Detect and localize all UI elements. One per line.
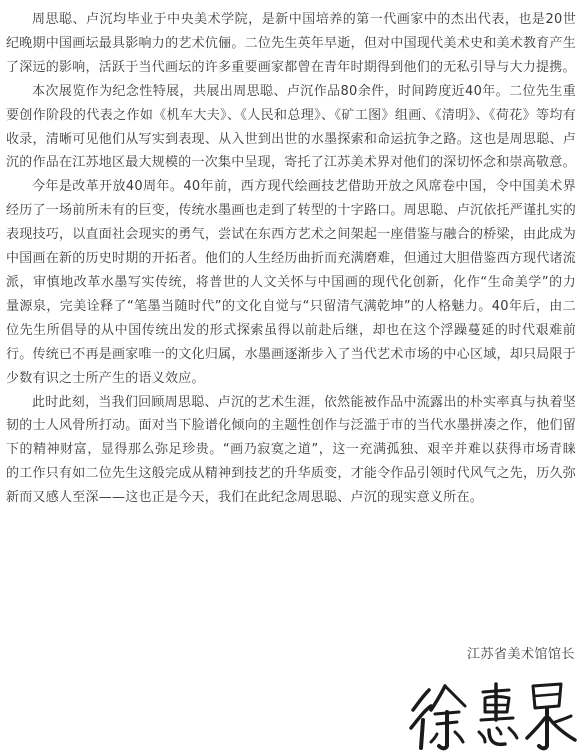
article-body — [6, 8, 576, 510]
signer-title: 江苏省美术馆馆长 — [466, 647, 575, 662]
signature-drawing — [405, 676, 583, 754]
paragraph-2: 本次展览作为纪念性特展，共展出周思聪、卢沉作品80余件，时间跨度近40年。二位先生重要创作阶段的代表之作如《机车大夫》、《人民和总理》、《矿工图》组画、《清明》、《荷花》等均有收录，清晰可见他们从写实到表现、从入世到出世的水墨探索和命运抗争之路。这也是周思聪、卢沉的作品在江苏地区最大规模的一次集中呈现，寄托了江苏美术界对他们的深切怀念和崇高敬意。 — [6, 83, 576, 171]
paragraph-1: 周思聪、卢沉均毕业于中央美术学院，是新中国培养的第一代画家中的杰出代表，也是20世纪晚期中国画坛最具影响力的艺术伉俪。二位先生英年早逝，但对中国现代美术史和美术教育产生了深远的影响，活跃于当代画坛的许多重要画家都曾在青年时期得到他们的无私引导与大力提携。 — [6, 12, 576, 75]
paragraph-4: 此时此刻，当我们回顾周思聪、卢沉的艺术生涯，依然能被作品中流露出的朴实率真与执着坚韧的士人风骨所打动。面对当下脸谱化倾向的主题性创作与泛滥于市的当代水墨拼凑之作，他们留下的精神财富，显得那么弥足珍贵。“画乃寂寞之道”，这一充满孤独、艰辛并难以获得市场青睐的工作只有如二位先生这般完成从精神到技艺的升华质变，才能令作品引领时代风气之先，历久弥新而又感人至深——这也正是今天，我们在此纪念周思聪、卢沉的现实意义所在。 — [6, 394, 576, 506]
paragraph-3: 今年是改革开放40周年。40年前，西方现代绘画技艺借助开放之风席卷中国，令中国美术界经历了一场前所未有的巨变，传统水墨画也走到了转型的十字路口。周思聪、卢沉依托严谨扎实的表现技巧，以直面社会现实的勇气，尝试在东西方艺术之间架起一座借鉴与融合的桥梁，由此成为中国画在新的历史时期的开拓者。他们的人生经历曲折而充满磨难，但通过大胆借鉴西方现代诸流派，审慎地改革水墨写实传统，将普世的人文关怀与中国画的现代化创新，化作“生命美学”的力量源泉，完美诠释了“笔墨当随时代”的文化自觉与“只留清气满乾坤”的人格魅力。40年后，由二位先生所倡导的从中国传统出发的形式探索虽得以前赴后继，却也在这个浮躁蔓延的时代艰难前行。传统已不再是画家唯一的文化归属，水墨画逐渐步入了当代艺术市场的中心区域，却只局限于少数有识之士所产生的语义效应。 — [6, 179, 576, 386]
handwritten-signature — [405, 676, 583, 754]
